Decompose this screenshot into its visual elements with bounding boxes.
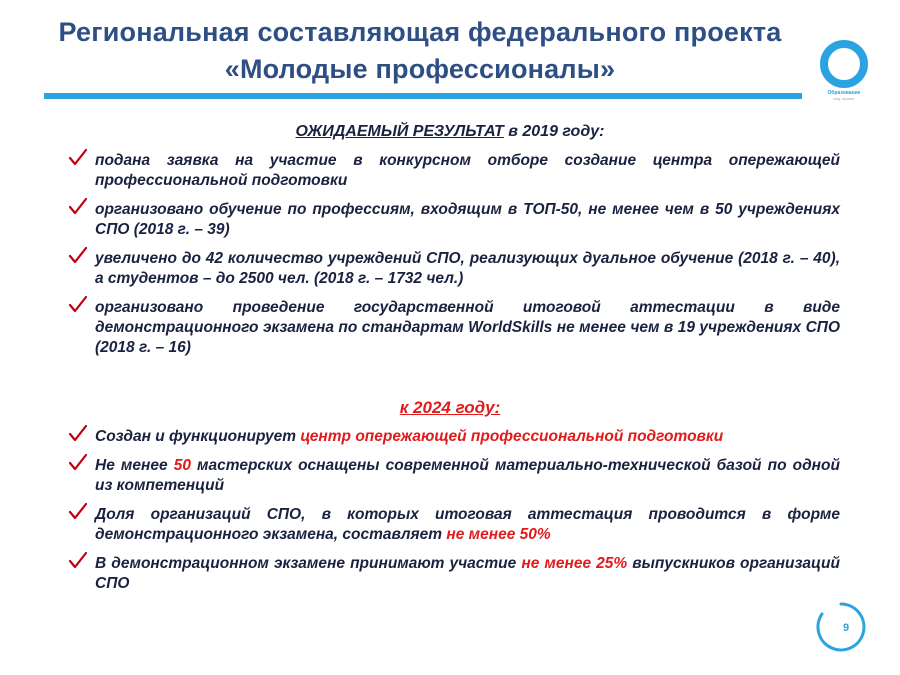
list-item [68, 505, 840, 545]
section-1-list [68, 151, 840, 367]
title-line-1: Региональная составляющая федерального проекта [58, 17, 782, 47]
list-item [68, 554, 840, 594]
list-item-text: увеличено до 42 количество учреждений СПО, реализующих дуальное обучение (2018 г. – 40), а студентов – до 2500 чел. (2018 г. – 1732 чел.) [95, 250, 840, 287]
section-1-heading [0, 123, 900, 141]
list-item-highlight: не менее 25% [521, 555, 628, 572]
list-item [68, 151, 840, 191]
list-item-text: организовано обучение по профессиям, входящим в ТОП-50, не менее чем в 50 учреждениях СПО (2018 г. – 39) [95, 201, 840, 238]
section-1-heading-underlined: ОЖИДАЕМЫЙ РЕЗУЛЬТАТ [295, 123, 504, 140]
section-1-heading-rest: в 2019 году: [503, 123, 605, 140]
list-item [68, 456, 840, 496]
list-item [68, 249, 840, 289]
section-2-heading: к 2024 году: [399, 398, 501, 417]
list-item-text-rest: выпускников организаций СПО [95, 555, 840, 592]
list-item [68, 298, 840, 358]
checkmark-icon [68, 502, 88, 522]
checkmark-icon [68, 246, 88, 266]
checkmark-icon [68, 295, 88, 315]
list-item [68, 427, 840, 447]
checkmark-icon [68, 148, 88, 168]
checkmark-icon [68, 551, 88, 571]
checkmark-icon [68, 453, 88, 473]
list-item-text: Создан и функционирует [95, 428, 301, 445]
page-number-badge [814, 600, 868, 654]
section-2-list [68, 427, 840, 603]
checkmark-icon [68, 197, 88, 217]
logo-caption [816, 90, 872, 102]
logo-caption-text: Образование [827, 90, 861, 96]
title-underline-bar [44, 93, 802, 99]
page-number: 9 [843, 622, 850, 634]
list-item-text: подана заявка на участие в конкурсном отборе создание центра опережающей профессиональной подготовки [95, 152, 840, 189]
list-item-text: Не менее [95, 457, 174, 474]
list-item-text: организовано проведение государственной итоговой аттестации в виде демонстрационного экзамена по стандартам WorldSkills не менее чем в 19 учреждениях СПО (2018 г. – 16) [95, 299, 840, 356]
list-item-highlight: центр опережающей профессиональной подготовки [300, 428, 724, 445]
list-item-text-rest: мастерских оснащены современной материально-технической базой по одной из компетенций [95, 457, 840, 494]
list-item-text: В демонстрационном экзамене принимают участие [95, 555, 522, 572]
list-item-highlight: 50 [173, 457, 191, 474]
list-item [68, 200, 840, 240]
checkmark-icon [68, 424, 88, 444]
title-line-2: «Молодые профессионалы» [224, 54, 616, 84]
list-item-text: Доля организаций СПО, в которых итоговая аттестация проводится в форме демонстрационного экзамена, составляет [95, 506, 840, 543]
list-item-highlight: не менее 50% [446, 526, 551, 543]
slide-title [0, 14, 840, 88]
logo-caption-small: нац. проект [833, 96, 855, 101]
